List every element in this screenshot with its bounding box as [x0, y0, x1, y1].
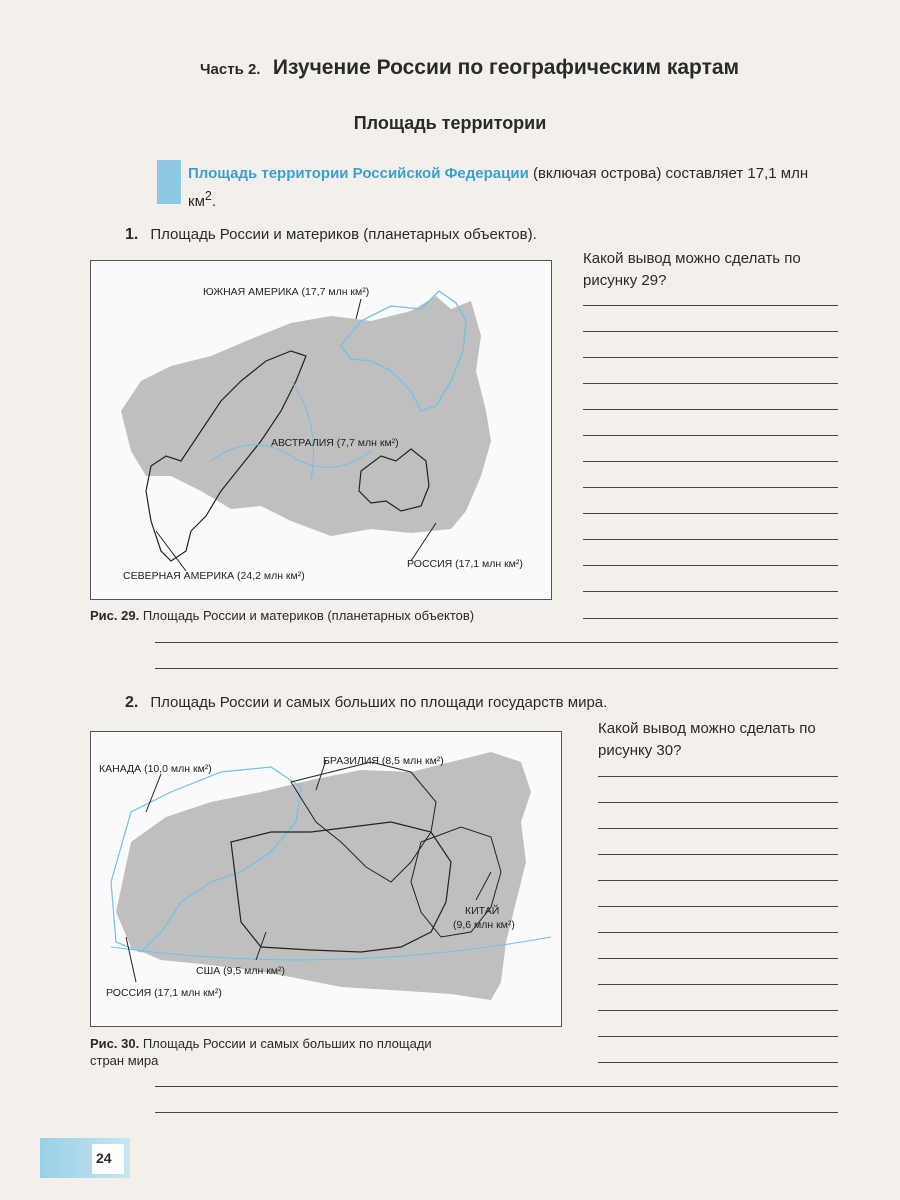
answer-line[interactable]: [598, 828, 838, 829]
label-china-2: (9,6 млн км²): [453, 919, 515, 931]
caption-30-text-1: Площадь России и самых больших по площади: [139, 1036, 432, 1051]
answer-line[interactable]: [583, 305, 838, 306]
question-29: Какой вывод можно сделать по рисунку 29?: [583, 250, 801, 289]
question-30: Какой вывод можно сделать по рисунку 30?: [598, 720, 816, 759]
answer-line[interactable]: [598, 958, 838, 959]
label-australia: АВСТРАЛИЯ (7,7 млн км²): [271, 437, 399, 449]
caption-29-text: Площадь России и материков (планетарных объектов): [139, 608, 475, 623]
section-title: Площадь территории: [353, 113, 547, 133]
task-2-text: Площадь России и самых больших по площади государств мира.: [150, 694, 608, 711]
answer-line[interactable]: [583, 618, 838, 619]
answer-line[interactable]: [155, 668, 838, 669]
answer-line[interactable]: [583, 357, 838, 358]
answer-line[interactable]: [583, 409, 838, 410]
answer-line[interactable]: [598, 776, 838, 777]
map-figure-29: [90, 260, 552, 600]
definition-end: .: [211, 193, 216, 210]
answer-line[interactable]: [598, 932, 838, 933]
page-number: 24: [96, 1150, 112, 1166]
answer-line[interactable]: [583, 591, 838, 592]
answer-line[interactable]: [598, 854, 838, 855]
answer-line[interactable]: [583, 539, 838, 540]
answer-line[interactable]: [583, 461, 838, 462]
answer-line[interactable]: [598, 1062, 838, 1063]
answer-line[interactable]: [583, 435, 838, 436]
answer-line[interactable]: [155, 642, 838, 643]
russia-shape: [121, 296, 491, 536]
answer-line[interactable]: [598, 984, 838, 985]
caption-30-label: Рис. 30.: [90, 1036, 140, 1051]
caption-30-text-2: стран мира: [90, 1053, 159, 1068]
label-usa: США (9,5 млн км²): [196, 965, 286, 977]
answer-line[interactable]: [583, 565, 838, 566]
definition: [188, 162, 838, 213]
part-header: [200, 56, 739, 80]
label-south-america: ЮЖНАЯ АМЕРИКА (17,7 млн км²): [203, 286, 370, 298]
caption-29-label: Рис. 29.: [90, 608, 140, 623]
label-russia-30: РОССИЯ (17,1 млн км²): [106, 987, 222, 999]
label-north-america: СЕВЕРНАЯ АМЕРИКА (24,2 млн км²): [123, 570, 305, 582]
answer-line[interactable]: [155, 1112, 838, 1113]
task-2: [125, 694, 607, 712]
label-china-1: КИТАЙ: [465, 905, 500, 917]
caption-30: [90, 1035, 510, 1069]
answer-line[interactable]: [598, 1036, 838, 1037]
label-canada: КАНАДА (10,0 млн км²): [99, 763, 212, 775]
part-title: Изучение России по географическим картам: [272, 56, 740, 79]
answer-line[interactable]: [583, 513, 838, 514]
answer-line[interactable]: [155, 1086, 838, 1087]
definition-highlight: Площадь территории Российской Федерации: [188, 165, 529, 182]
leader-canada: [146, 774, 161, 812]
answer-line[interactable]: [583, 487, 838, 488]
leader-south-america: [356, 299, 361, 319]
task-1: [125, 226, 537, 244]
task-1-text: Площадь России и материков (планетарных объектов).: [150, 226, 537, 243]
caption-29: [90, 607, 560, 624]
answer-line[interactable]: [598, 802, 838, 803]
task-1-number: 1.: [125, 226, 139, 243]
map-figure-30: [90, 731, 562, 1027]
map-30-svg: [91, 732, 561, 1026]
map-29-svg: [91, 261, 551, 599]
definition-text: (включая острова) составляет 17,1 млн км: [188, 165, 809, 210]
definition-marker: [157, 160, 181, 204]
label-brazil: БРАЗИЛИЯ (8,5 млн км²): [323, 755, 444, 767]
task-2-number: 2.: [125, 694, 139, 711]
part-label: Часть 2.: [200, 61, 261, 78]
answer-line[interactable]: [598, 1010, 838, 1011]
answer-line[interactable]: [598, 906, 838, 907]
answer-line[interactable]: [583, 331, 838, 332]
answer-line[interactable]: [598, 880, 838, 881]
label-russia: РОССИЯ (17,1 млн км²): [407, 558, 523, 570]
answer-line[interactable]: [583, 383, 838, 384]
definition-sup: 2: [204, 189, 212, 203]
